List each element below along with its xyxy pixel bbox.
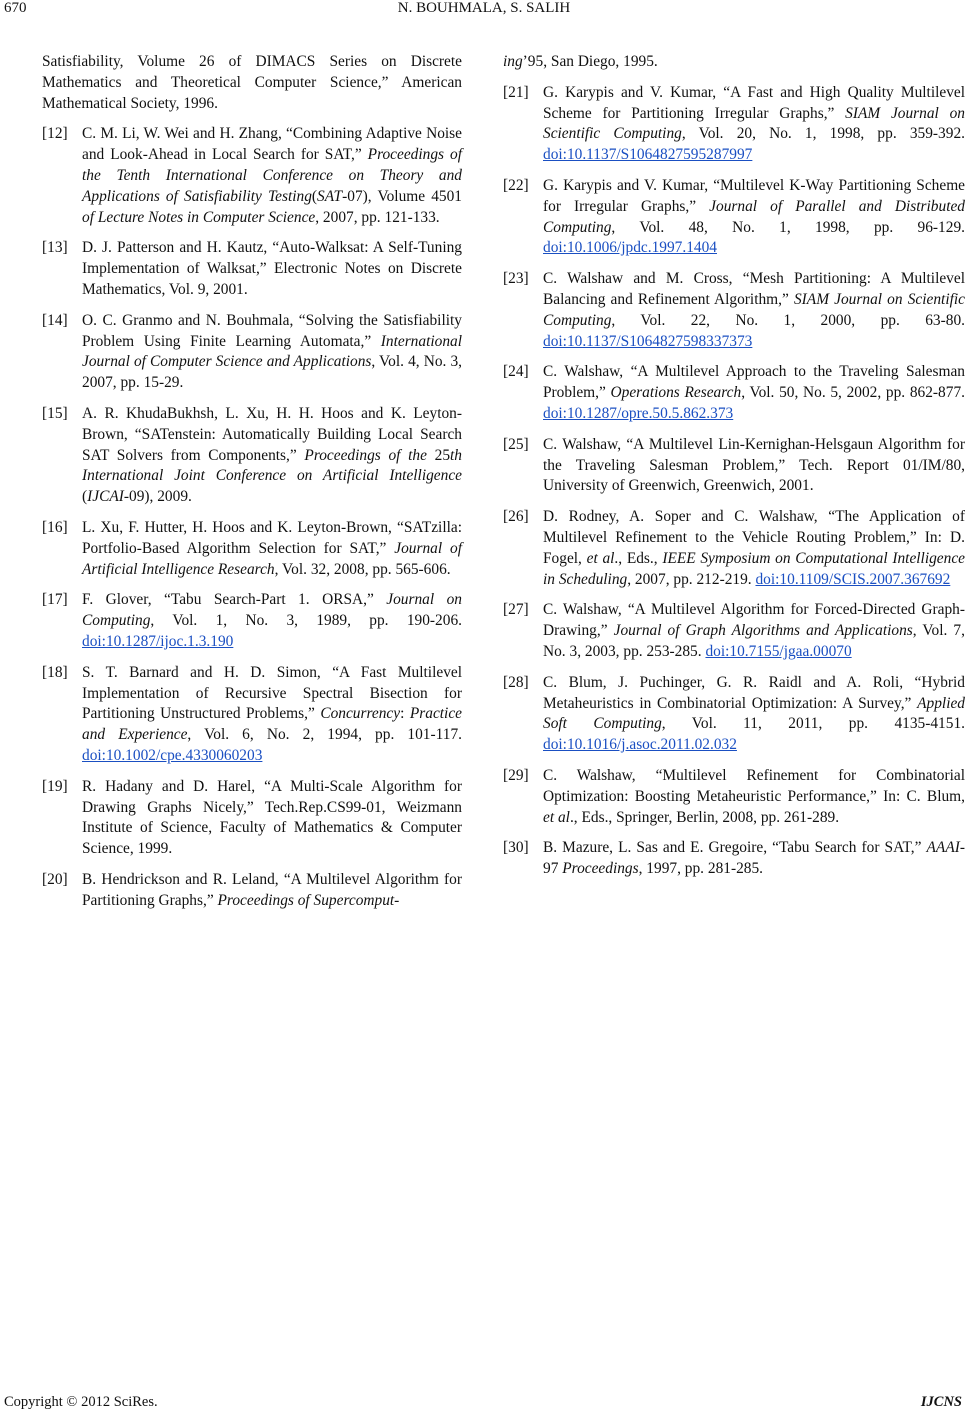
reference-number: [12] [42, 125, 68, 143]
reference-entry [42, 311, 462, 394]
reference-italic-text: SIAM Journal on Scientific Computing [543, 104, 965, 143]
reference-number: [23] [503, 270, 529, 288]
reference-text-segment: , Vol. 20, No. 1, 1998, pp. 359-392. [681, 125, 965, 143]
reference-text-segment: F. Glover, “Tabu Search-Part 1. ORSA,” [82, 591, 387, 609]
reference-text-segment: C. Walshaw, “A Multilevel Lin-Kernighan-Helsgaun Algorithm for the Traveling Salesman Problem,” Tech. Report 01/IM/80, University of Greenwich, Greenwich, 2001. [543, 435, 965, 495]
reference-text-segment: , 1997, pp. 281-285. [638, 860, 764, 878]
reference-entry [42, 590, 462, 652]
reference-number: [15] [42, 404, 68, 422]
reference-entry [503, 176, 965, 259]
reference-number: [30] [503, 839, 529, 857]
reference-text-segment: ., Eds., [614, 549, 663, 567]
reference-entry [503, 766, 965, 828]
reference-number: [17] [42, 591, 68, 609]
reference-entry [503, 838, 965, 880]
reference-text-segment: , Vol. 11, 2011, pp. 4135-4151. [661, 715, 965, 733]
reference-text-segment: S. T. Barnard and H. D. Simon, “A Fast Multilevel Implementation of Recursive Spectral Bisection for Partitioning Unstructured Problems,” [82, 663, 462, 723]
reference-number: [27] [503, 601, 529, 619]
reference-italic-text: th International Joint Conference on Artificial Intelligence [82, 446, 462, 485]
reference-text [543, 436, 965, 495]
reference-text [543, 601, 965, 660]
reference-entry [42, 870, 462, 912]
reference-entry [503, 600, 965, 662]
reference-text-segment: 25 [426, 446, 451, 464]
reference-text-segment: O. C. Granmo and N. Bouhmala, “Solving the Satisfiability Problem Using Finite Learning Automata,” [82, 311, 462, 350]
reference-entry [503, 52, 965, 73]
doi-link[interactable]: doi:10.1002/cpe.4330060203 [82, 746, 263, 764]
reference-italic-text: Journal of Parallel and Distributed Computing [543, 197, 965, 236]
reference-entry [503, 507, 965, 590]
reference-text-segment: R. Hadany and D. Harel, “A Multi-Scale Algorithm for Drawing Graphs Nicely,” Tech.Rep.CS99-01, Weizmann Institute of Science, Faculty of Mathematics & Computer Science, 1999. [82, 777, 462, 858]
reference-italic-text: Proceedings of the Tenth International Conference on Theory and Applications of Satisfiability Testing [82, 146, 462, 205]
reference-text-segment: L. Xu, F. Hutter, H. Hoos and K. Leyton-Brown, “SATzilla: Portfolio-Based Algorithm Selection for SAT,” [82, 518, 462, 557]
reference-text-segment: C. Walshaw, “Multilevel Refinement for Combinatorial Optimization: Boosting Metaheuristic Performance,” In: C. Blum, [543, 766, 965, 805]
reference-entry [42, 518, 462, 580]
reference-italic-text: Applied Soft Computing [543, 694, 965, 733]
reference-italic-text: Journal on Computing [82, 591, 462, 630]
reference-text-segment: , Vol. 7, No. 3, 2003, pp. 253-285. [543, 622, 965, 660]
reference-entry [503, 362, 965, 424]
reference-text-segment: G. Karypis and V. Kumar, “Multilevel K-Way Partitioning Scheme for Irregular Graphs,” [543, 176, 965, 215]
reference-text-segment: C. Walshaw, “A Multilevel Algorithm for Forced-Directed Graph-Drawing,” [543, 601, 965, 640]
doi-link[interactable]: doi:10.7155/jgaa.00070 [705, 642, 852, 660]
reference-italic-text: AAAI [926, 839, 960, 857]
reference-text [82, 405, 462, 505]
doi-link[interactable]: doi:10.1016/j.asoc.2011.02.032 [543, 736, 737, 754]
reference-text-segment: , Vol. 22, No. 1, 2000, pp. 63-80. [611, 311, 965, 329]
reference-text-segment: : [400, 705, 410, 723]
reference-text-segment: B. Mazure, L. Sas and E. Gregoire, “Tabu Search for SAT,” [543, 839, 927, 857]
reference-entry [503, 269, 965, 352]
reference-italic-text: IEEE Symposium on Computational Intelligence in Scheduling [543, 549, 965, 588]
reference-text-segment: Satisfiability, Volume 26 of DIMACS Series on Discrete Mathematics and Theoretical Computer Science,” American Mathematical Society, 1996. [42, 53, 462, 112]
reference-text-segment: ’95, San Diego, 1995. [522, 53, 658, 70]
reference-italic-text: SIAM Journal on Scientific Computing [543, 290, 965, 329]
reference-text [543, 177, 965, 256]
reference-text-segment: , Vol. 32, 2008, pp. 565-606. [274, 560, 451, 578]
reference-text-segment: C. Walshaw, “A Multilevel Approach to the Traveling Salesman Problem,” [543, 363, 965, 402]
reference-entry [503, 673, 965, 756]
reference-italic-text: IJCAI [87, 488, 124, 506]
reference-text-segment: , 2007, pp. 121-133. [315, 208, 440, 226]
reference-text-segment: A. R. KhudaBukhsh, L. Xu, H. H. Hoos and K. Leyton-Brown, “SATenstein: Automatically Building Local Search SAT Solvers from Components,” [82, 404, 462, 464]
reference-entry [42, 124, 462, 228]
reference-text [82, 125, 462, 225]
reference-text [543, 767, 965, 826]
reference-text-segment: C. M. Li, W. Wei and H. Zhang, “Combining Adaptive Noise and Look-Ahead in Local Search for SAT,” [82, 125, 462, 164]
reference-text [543, 84, 965, 163]
reference-number: [19] [42, 777, 68, 795]
reference-text-segment: -07), Volume 4501 [342, 187, 462, 205]
reference-text-segment: D. J. Patterson and H. Kautz, “Auto-Walksat: A Self-Tuning Implementation of Walksat,” Electronic Notes on Discrete Mathematics, Vol. 9, 2001. [82, 239, 462, 298]
reference-text [543, 508, 965, 587]
reference-number: [26] [503, 508, 529, 526]
reference-italic-text: Operations Research [610, 384, 742, 402]
reference-number: [28] [503, 673, 529, 691]
reference-text [82, 664, 462, 764]
reference-text [82, 239, 462, 298]
reference-italic-text: International Journal of Computer Science and Applications [82, 332, 462, 371]
reference-number: [20] [42, 870, 68, 888]
reference-text-segment: B. Hendrickson and R. Leland, “A Multilevel Algorithm for Partitioning Graphs,” [82, 870, 462, 909]
reference-entry [42, 777, 462, 860]
reference-entry [42, 238, 462, 300]
reference-italic-text: et al [543, 808, 570, 826]
reference-entry [42, 52, 462, 114]
reference-text-segment: C. Walshaw and M. Cross, “Mesh Partitioning: A Multilevel Balancing and Refinement Algorithm,” [543, 270, 965, 308]
reference-number: [24] [503, 363, 529, 381]
reference-text [543, 363, 965, 422]
reference-text-segment: G. Karypis and V. Kumar, “A Fast and High Quality Multilevel Scheme for Partitioning Irregular Graphs,” [543, 83, 965, 122]
reference-number: [22] [503, 176, 529, 194]
reference-text-segment: ( [311, 187, 318, 205]
doi-link[interactable]: doi:10.1287/opre.50.5.862.373 [543, 404, 734, 422]
reference-italic-text: Concurrency [320, 705, 401, 723]
reference-italic-text: Journal of Graph Algorithms and Applications [613, 622, 913, 640]
references-left-column [42, 52, 462, 921]
reference-text-segment: , Vol. 1, No. 3, 1989, pp. 190-206. [150, 612, 462, 630]
reference-entry [42, 663, 462, 767]
reference-text [82, 312, 462, 391]
reference-text-segment: , 2007, pp. 212-219. [627, 570, 756, 588]
reference-text-segment: , Vol. 6, No. 2, 1994, pp. 101-117. [187, 726, 462, 744]
reference-text-segment: D. Rodney, A. Soper and C. Walshaw, “The Application of Multilevel Refinement to the Vehicle Routing Problem,” In: D. Fogel, [543, 508, 965, 567]
reference-number: [18] [42, 663, 68, 681]
reference-text [42, 53, 462, 112]
reference-number: [21] [503, 83, 529, 101]
reference-italic-text: Journal of Artificial Intelligence Research [82, 539, 462, 578]
doi-link[interactable]: doi:10.1109/SCIS.2007.367692 [755, 570, 951, 588]
reference-text [543, 270, 965, 349]
reference-text-segment: -97 [543, 839, 965, 878]
running-title: N. BOUHMALA, S. SALIH [397, 0, 571, 16]
reference-italic-text: et al [586, 549, 615, 567]
reference-number: [29] [503, 766, 529, 784]
reference-text-segment: C. Blum, J. Puchinger, G. R. Raidl and A. Roli, “Hybrid Metaheuristics in Combinatorial Optimization: A Survey,” [543, 673, 965, 712]
reference-number: [16] [42, 518, 68, 536]
reference-text [503, 53, 658, 70]
reference-entry [503, 435, 965, 497]
reference-text [82, 519, 462, 578]
page-number: 670 [4, 0, 27, 16]
reference-text [82, 871, 462, 909]
reference-text [82, 591, 462, 650]
reference-entry [42, 404, 462, 508]
reference-text-segment: -09), 2009. [123, 488, 192, 506]
reference-italic-text: Proceedings of Supercomput- [217, 891, 400, 909]
reference-text-segment: ( [82, 488, 88, 506]
doi-link[interactable]: doi:10.1287/ijoc.1.3.190 [82, 632, 234, 650]
reference-text-segment: , Vol. 48, No. 1, 1998, pp. 96-129. [611, 218, 965, 236]
reference-italic-text: ing [503, 53, 523, 70]
reference-italic-text: Practice and Experience [82, 705, 462, 744]
reference-italic-text: SAT [317, 187, 343, 205]
reference-number: [25] [503, 435, 529, 453]
reference-text-segment: , Vol. 50, No. 5, 2002, pp. 862-877. [741, 384, 965, 402]
reference-text [543, 839, 965, 877]
reference-text [82, 778, 462, 857]
references-right-column [503, 52, 965, 890]
reference-italic-text: Proceedings of the [304, 446, 427, 464]
reference-text-segment: , Vol. 4, No. 3, 2007, pp. 15-29. [82, 353, 462, 392]
doi-link[interactable]: doi:10.1137/S1064827598337373 [543, 332, 753, 350]
reference-italic-text: Proceedings [562, 860, 639, 878]
reference-italic-text: of Lecture Notes in Computer Science [82, 208, 316, 226]
reference-text-segment: ., Eds., Springer, Berlin, 2008, pp. 261-289. [569, 808, 840, 826]
doi-link[interactable]: doi:10.1137/S1064827595287997 [543, 146, 753, 164]
reference-text [543, 674, 965, 753]
reference-number: [13] [42, 239, 68, 257]
footer-journal-name: IJCNS [920, 1394, 962, 1410]
footer-copyright: Copyright © 2012 SciRes. [4, 1394, 158, 1410]
reference-entry [503, 83, 965, 166]
reference-number: [14] [42, 311, 68, 329]
doi-link[interactable]: doi:10.1006/jpdc.1997.1404 [543, 239, 717, 257]
